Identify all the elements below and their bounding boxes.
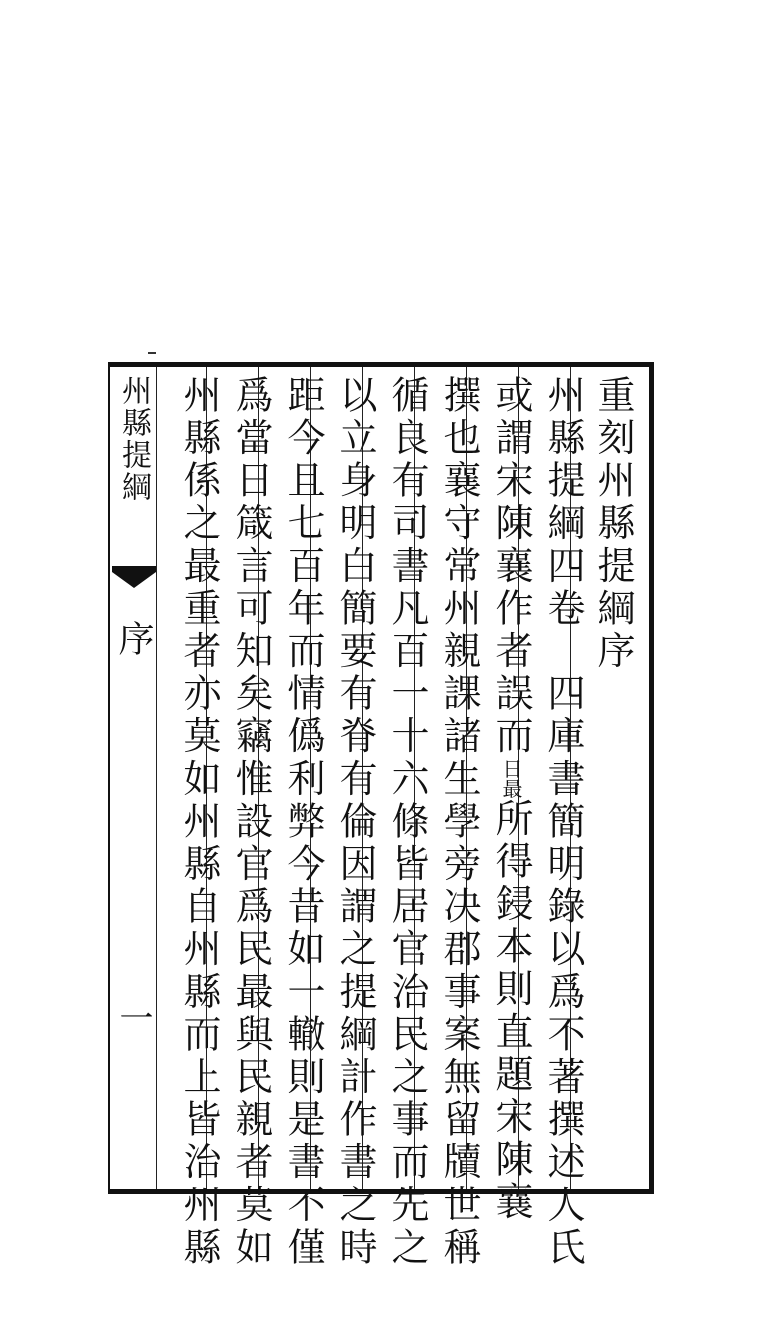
column-rule: [156, 367, 157, 1189]
margin-section-label: 序: [113, 620, 154, 656]
preface-title: 重刻州縣提綱序: [591, 375, 635, 674]
text-column-7: 爲當日箴言可知矣竊惟設官爲民最與民親者莫如: [229, 375, 273, 1270]
fishtail-mark-icon: [112, 566, 156, 588]
text-column-2-head: 或謂宋陳襄作者誤而: [489, 375, 533, 759]
text-column-3: 撰也襄守常州親課諸生學旁决郡事案無留牘世稱: [437, 375, 481, 1270]
text-column-6: 距今且七百年而情僞利弊今昔如一轍則是書不僅: [281, 375, 325, 1270]
text-column-4: 循良有司書凡百一十六條皆居官治民之事而先之: [385, 375, 429, 1270]
text-column-5: 以立身明白簡要有脊有倫因謂之提綱計作書之時: [333, 375, 377, 1270]
text-column-1: 州縣提綱四卷 四庫書簡明錄以爲不著撰述人氏: [541, 375, 585, 1270]
text-column-2: [488, 375, 534, 1224]
ink-smudge: [148, 352, 156, 354]
text-column-2-tail: 所得鋟本則直題宋陳襄: [489, 798, 533, 1225]
margin-page-number: 一: [113, 1000, 153, 1034]
margin-book-title: 州縣提綱: [116, 375, 151, 503]
inline-note: 日最: [499, 758, 523, 799]
text-column-8: 州縣係之最重者亦莫如州縣自州縣而上皆治州縣: [177, 375, 221, 1270]
